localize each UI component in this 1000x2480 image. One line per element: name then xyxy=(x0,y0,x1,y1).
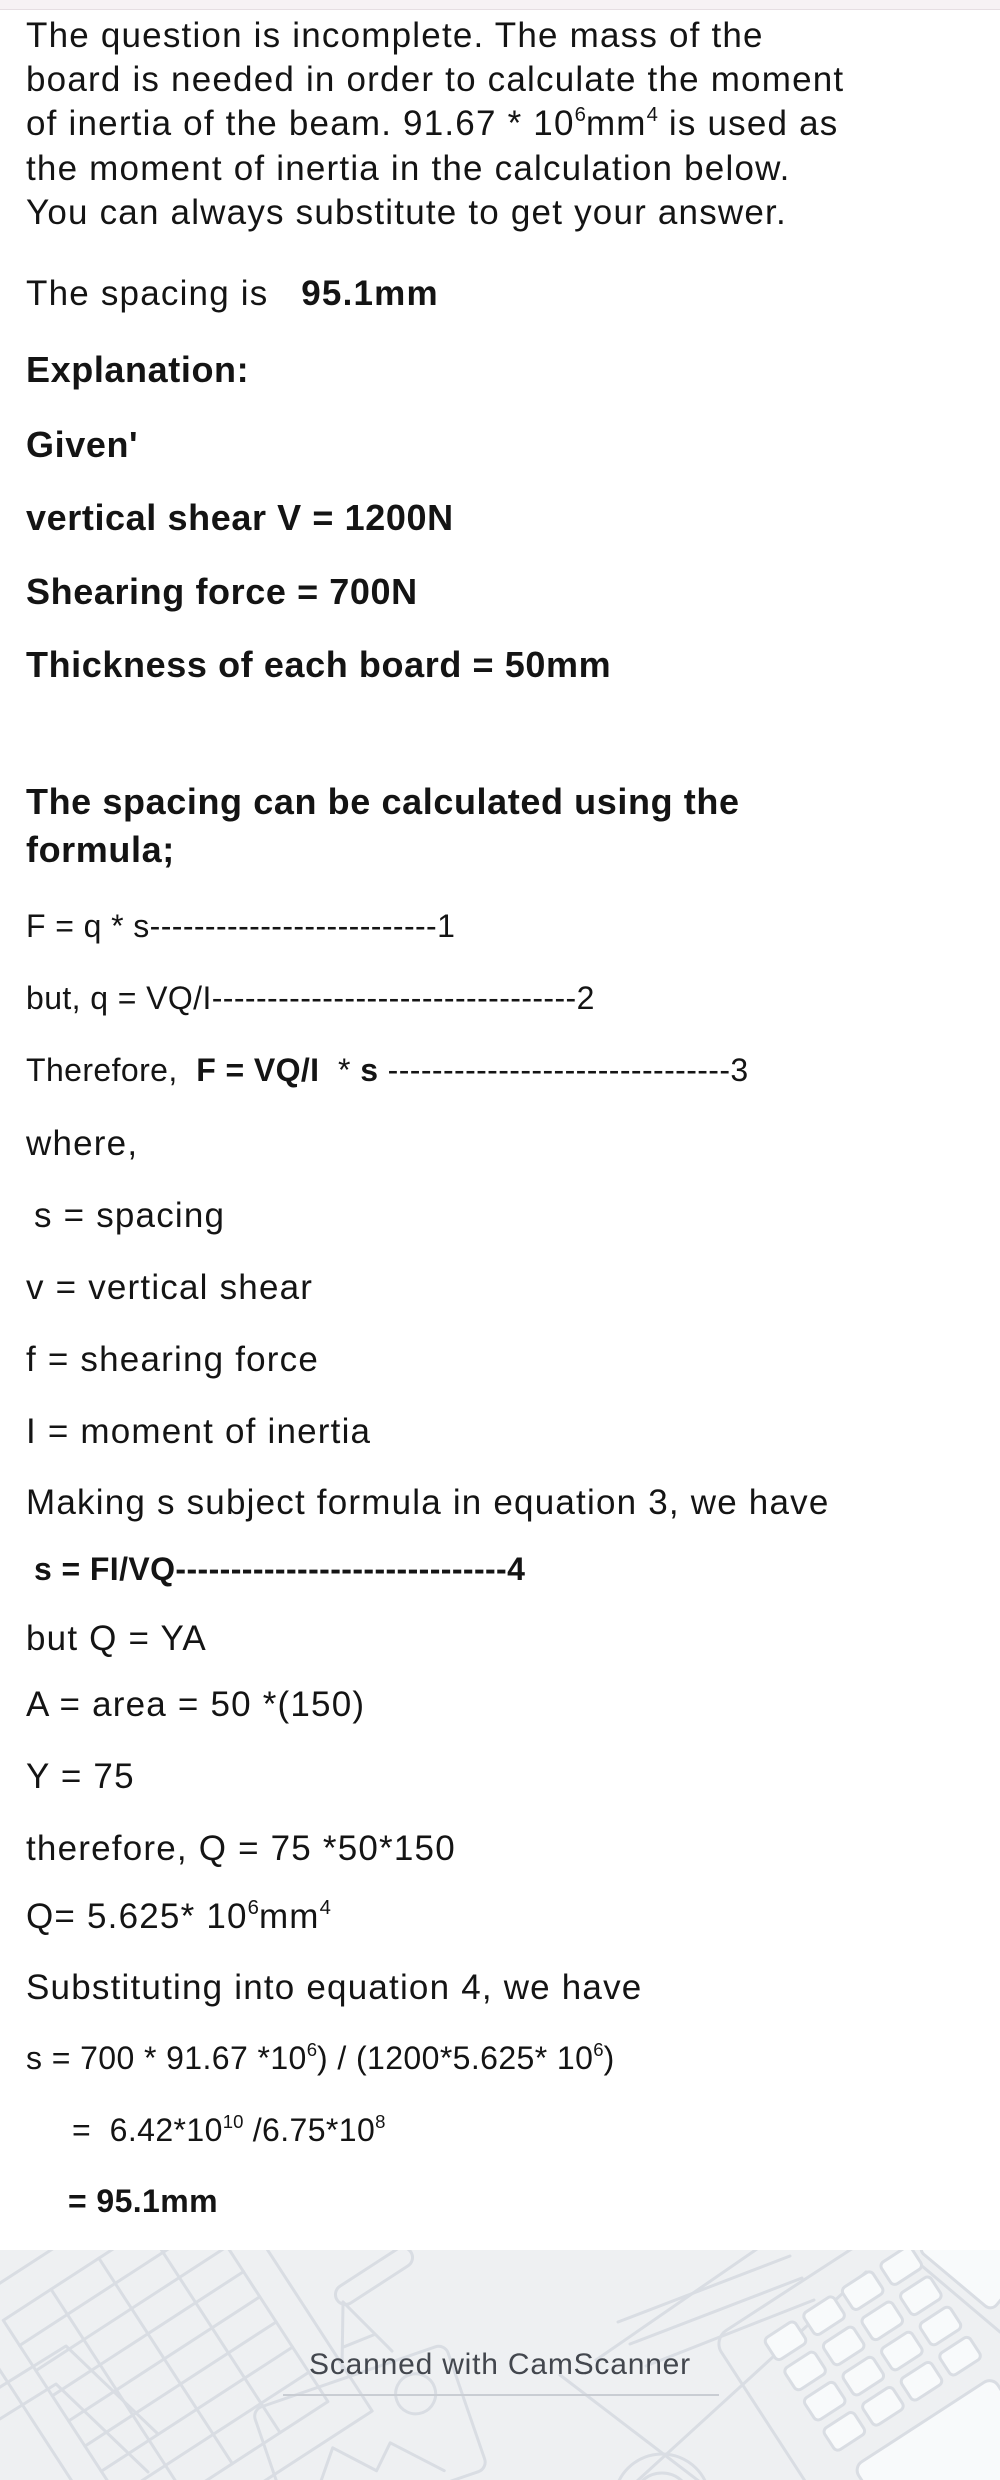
text-line-27: therefore, Q = 75 *50*150 xyxy=(26,1829,456,1868)
top-bar xyxy=(0,0,1000,10)
text-line-12: The spacing can be calculated using the xyxy=(26,781,740,822)
text-line-25: A = area = 50 *(150) xyxy=(26,1685,366,1724)
text-line-16: Therefore, F = VQ/I * s -------------------------------3 xyxy=(26,1052,749,1088)
text-line-28: Q= 5.625* $10^6mm^4$ xyxy=(26,1897,331,1936)
text-line-17: where, xyxy=(26,1124,139,1163)
text-line-19: v = vertical shear xyxy=(26,1268,314,1307)
text-line-15: but, q = VQ/I---------------------------------2 xyxy=(26,980,595,1016)
text-line-21: I = moment of inertia xyxy=(26,1412,372,1451)
camscanner-label: Scanned with CamScanner xyxy=(309,2348,691,2381)
text-line-7: Explanation: xyxy=(26,349,250,390)
pen-doodle xyxy=(332,2250,417,2308)
text-line-32: = 95.1mm xyxy=(68,2183,218,2219)
text-line-23: s = FI/VQ------------------------------4 xyxy=(34,1551,526,1587)
text-line-9: vertical shear V = 1200N xyxy=(26,497,454,538)
text-line-31: = $6.42*10^{10}$ $/6.75*10^8$ xyxy=(72,2111,386,2148)
text-line-11: Thickness of each board = 50mm xyxy=(26,644,612,685)
text-line-3: of inertia of the beam. $91.67 * 10^6mm^4$ is used as xyxy=(26,104,839,143)
text-line-2: board is needed in order to calculate the moment xyxy=(26,60,845,99)
text-line-22: Making s subject formula in equation 3, we have xyxy=(26,1483,830,1522)
camscanner-footer xyxy=(0,2250,1000,2480)
text-line-18: s = spacing xyxy=(34,1196,226,1235)
text-line-26: Y = 75 xyxy=(26,1757,135,1796)
text-line-13: formula; xyxy=(26,829,175,870)
text-line-1: The question is incomplete. The mass of the xyxy=(26,16,764,55)
text-line-14: F = q * s--------------------------1 xyxy=(26,908,456,944)
footer-underline xyxy=(283,2394,719,2396)
text-line-4: the moment of inertia in the calculation below. xyxy=(26,149,791,188)
text-line-6: The spacing is 95.1mm xyxy=(26,274,439,313)
text-line-8: Given' xyxy=(26,424,139,465)
text-line-5: You can always substitute to get your answer. xyxy=(26,193,787,232)
text-line-29: Substituting into equation 4, we have xyxy=(26,1968,643,2007)
text-line-30: s = 700 * 91.67 $*10^6) / (1200*5.625*$ $10^6$) xyxy=(26,2039,615,2076)
text-line-20: f = shearing force xyxy=(26,1340,320,1379)
text-line-10: Shearing force = 700N xyxy=(26,571,418,612)
text-line-24: but Q = YA xyxy=(26,1619,207,1658)
